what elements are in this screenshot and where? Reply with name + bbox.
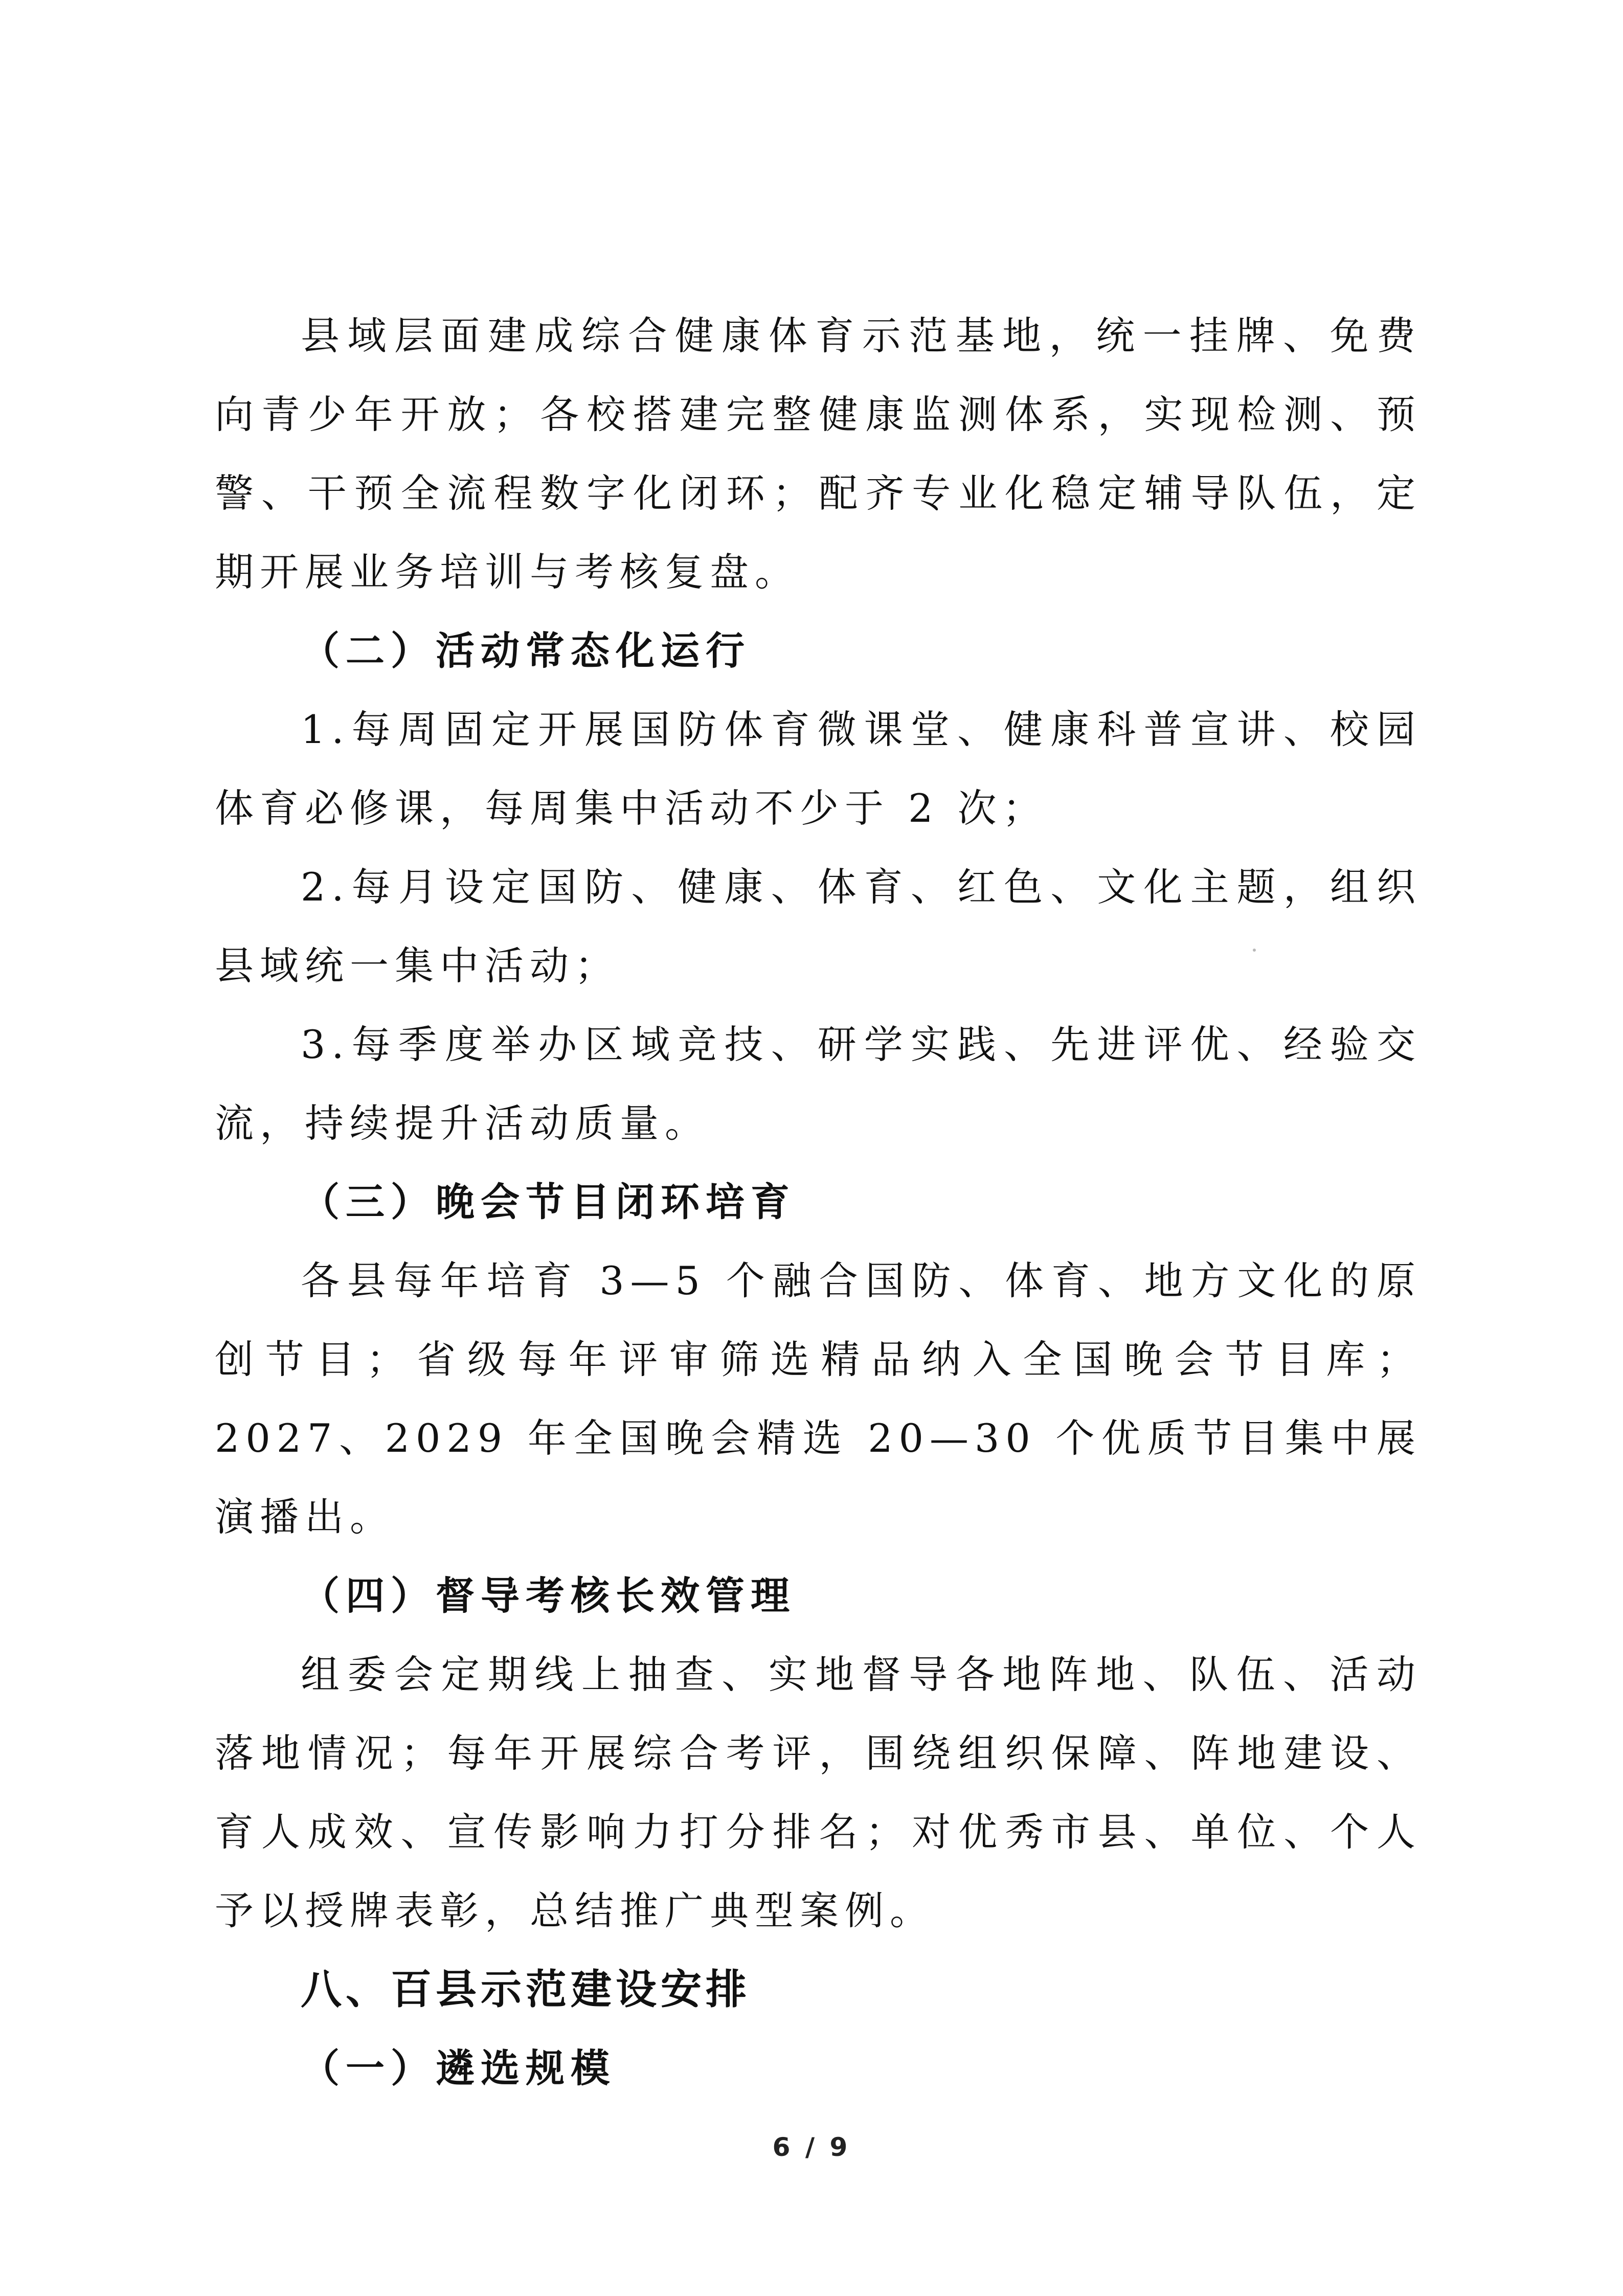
paragraph-quarterly-events: 3.每季度举办区域竞技、研学实践、先进评优、经验交流，持续提升活动质量。 [215,1022,1422,1146]
paragraph-supervision: 组委会定期线上抽查、实地督导各地阵地、队伍、活动落地情况；每年开展综合考评，围绕组织保障、阵地建设、育人成效、宣传影响力打分排名；对优秀市县、单位、个人予以授牌表彰，总结推广典型案例。 [215,1652,1422,1933]
document-body [215,297,1422,2108]
section-heading-county-demo: 八、百县示范建设安排 [301,1966,751,2013]
subheading-activity-operation: （二）活动常态化运行 [301,628,751,673]
subheading-selection-scale: （一）遴选规模 [301,2045,616,2091]
paragraph-health-base: 县域层面建成综合健康体育示范基地，统一挂牌、免费向青少年开放；各校搭建完整健康监测体系，实现检测、预警、干预全流程数字化闭环；配齐专业化稳定辅导队伍，定期开展业务培训与考核复盘。 [215,313,1422,595]
subheading-supervision: （四）督导考核长效管理 [301,1573,796,1618]
paragraph-monthly-themes: 2.每月设定国防、健康、体育、红色、文化主题，组织县域统一集中活动； [215,864,1422,988]
paragraph-gala-programs: 各县每年培育 3—5 个融合国防、体育、地方文化的原创节目；省级每年评审筛选精品纳入全国晚会节目库；2027、2029 年全国晚会精选 20—30 个优质节目集中展演播出。 [215,1258,1422,1540]
scan-artifact-dot [1253,949,1256,952]
paragraph-weekly-activities: 1.每周固定开展国防体育微课堂、健康科普宣讲、校园体育必修课，每周集中活动不少于 2 次； [215,707,1422,831]
subheading-gala-programs: （三）晚会节目闭环培育 [301,1179,796,1225]
page-number: 6 / 9 [772,2132,851,2162]
